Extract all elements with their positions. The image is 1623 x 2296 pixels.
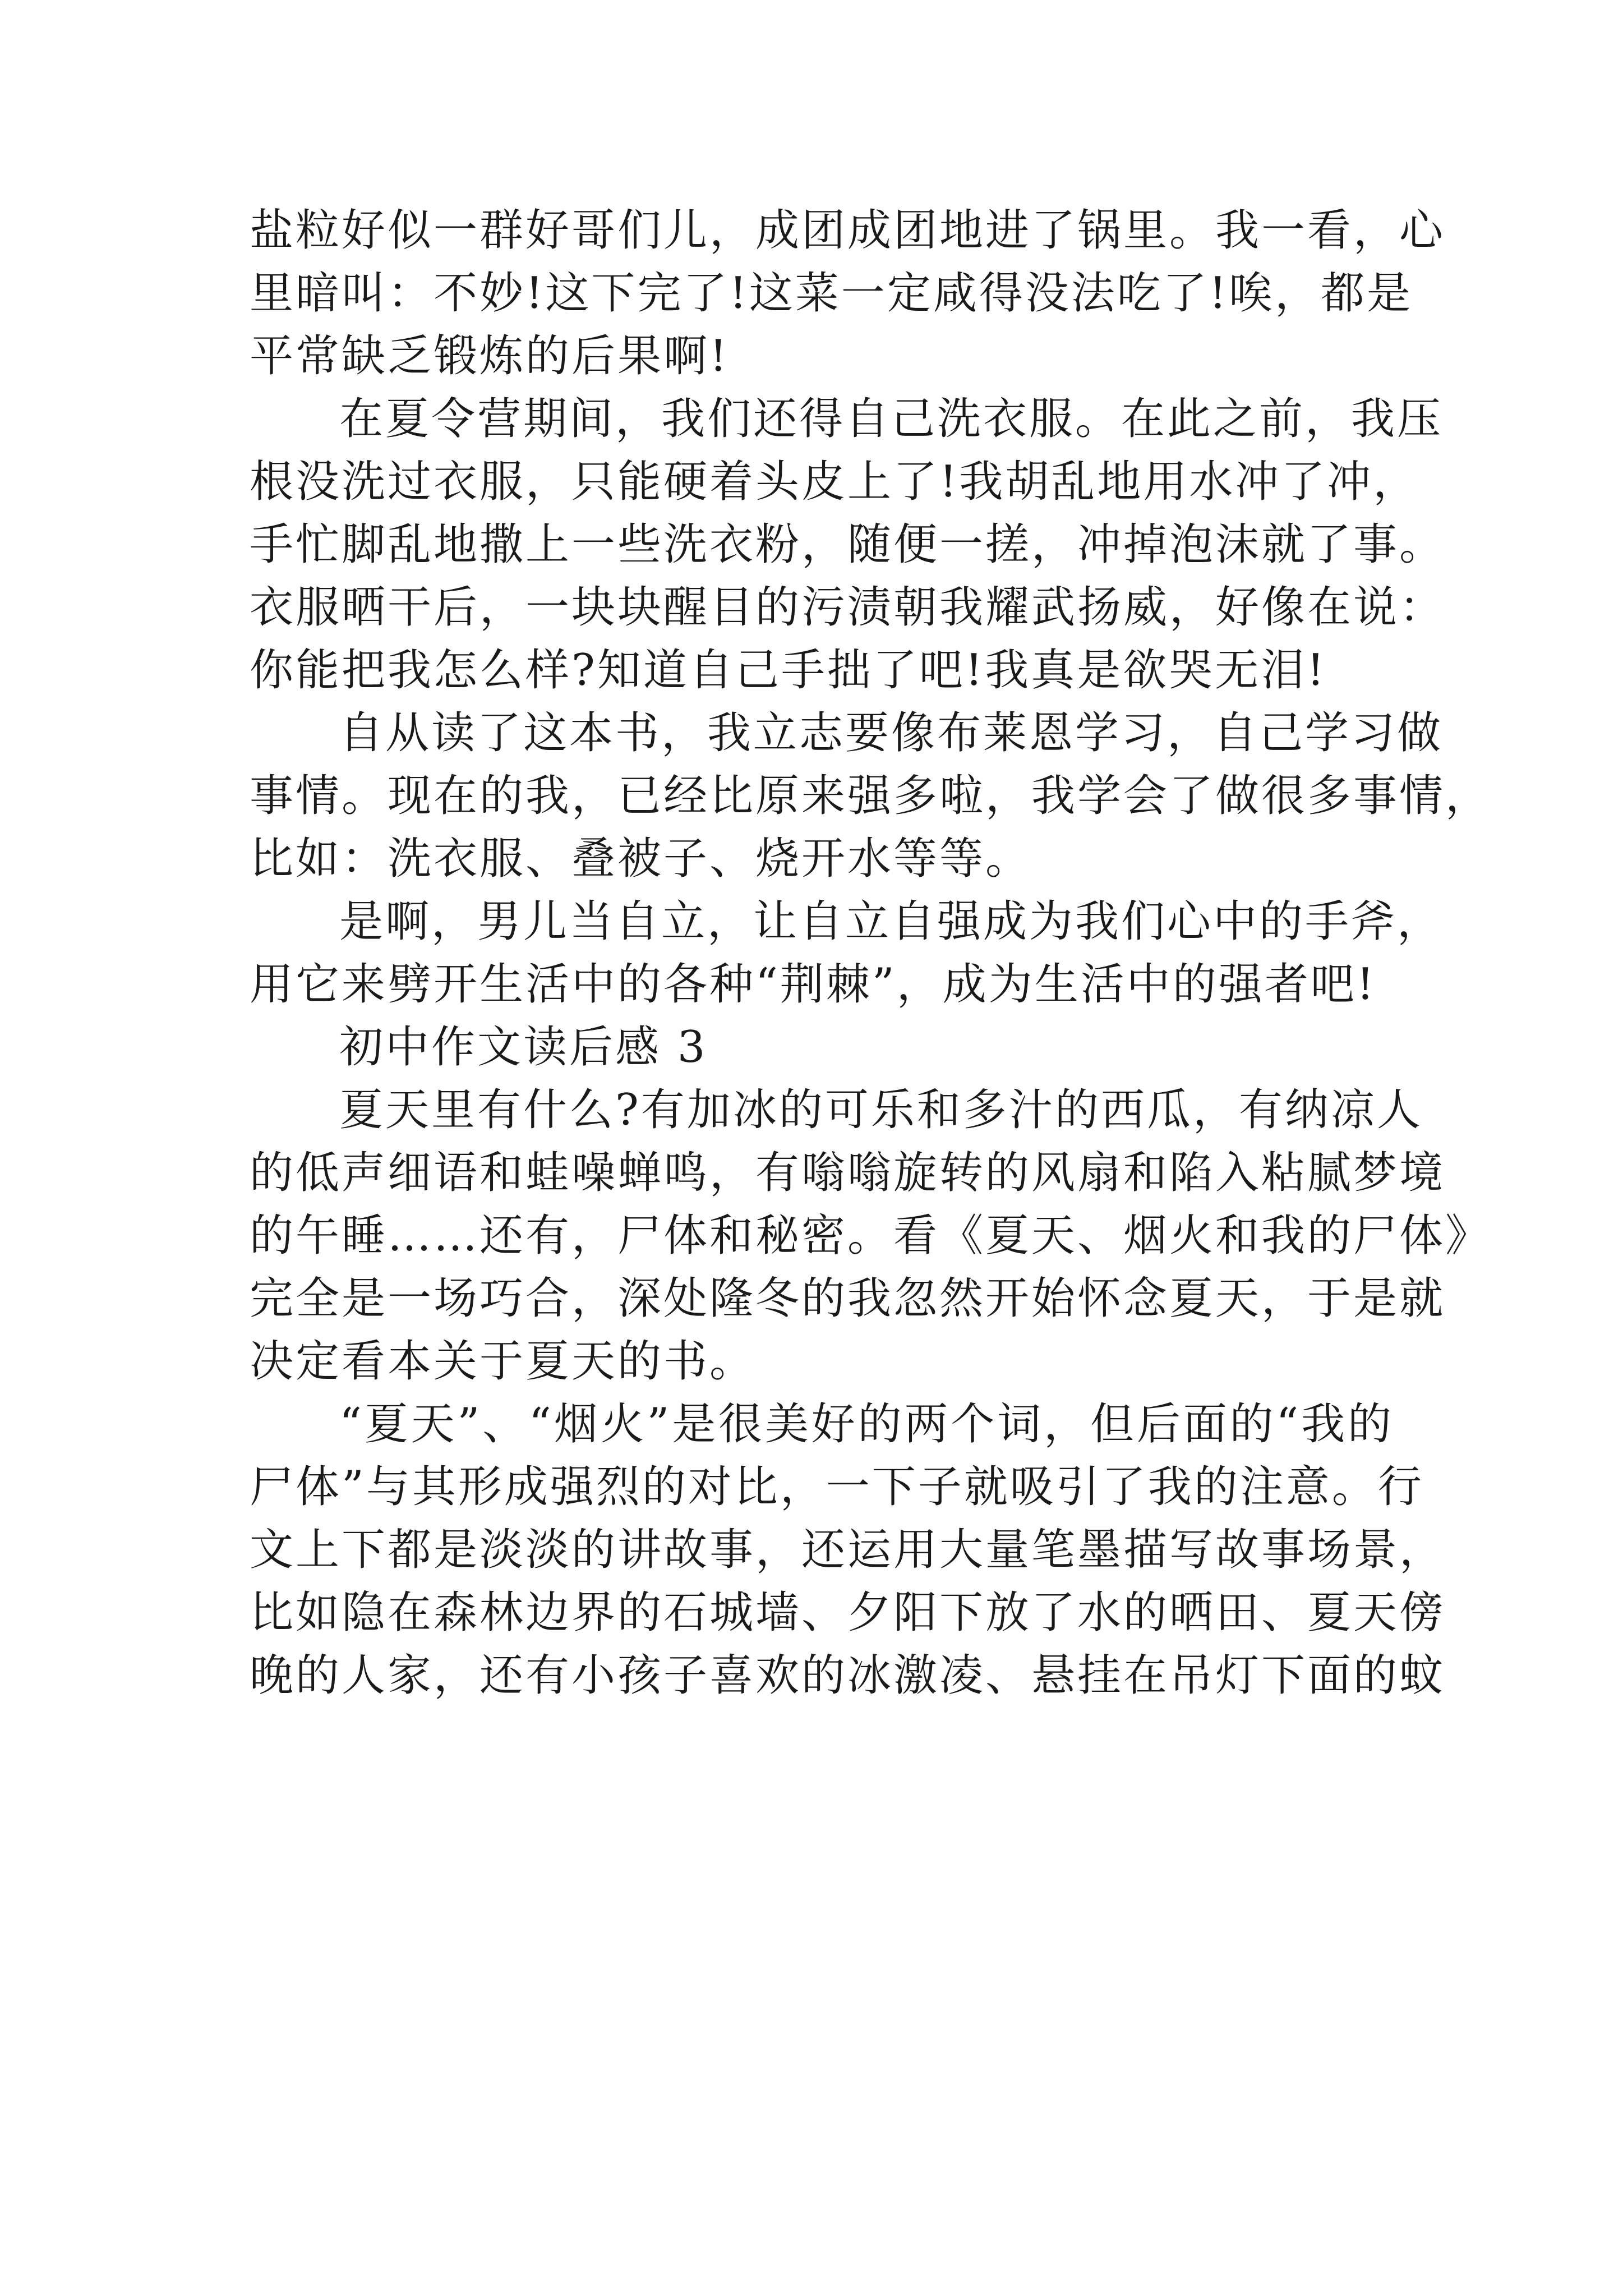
text-line: 根没洗过衣服，只能硬着头皮上了!我胡乱地用水冲了冲， xyxy=(250,457,1419,507)
text-line: 在夏令营期间，我们还得自己洗衣服。在此之前，我压 xyxy=(339,394,1444,444)
document-body xyxy=(250,199,1492,1707)
text-line: 比如隐在森林边界的石城墙、夕阳下放了水的晒田、夏天傍 xyxy=(250,1588,1446,1638)
text-line: 用它来劈开生活中的各种“荆棘”，成为生活中的强者吧! xyxy=(250,959,1377,1010)
text-line: 决定看本关于夏天的书。 xyxy=(250,1336,756,1387)
text-line: 平常缺乏锻炼的后果啊! xyxy=(250,331,730,381)
text-line: 完全是一场巧合，深处隆冬的我忽然开始怀念夏天，于是就 xyxy=(250,1273,1446,1324)
text-line: 事情。现在的我，已经比原来强多啦，我学会了做很多事情， xyxy=(250,771,1492,821)
text-line: 自从读了这本书，我立志要像布莱恩学习，自己学习做 xyxy=(339,708,1444,758)
text-line: 的午睡……还有，尸体和秘密。看《夏天、烟火和我的尸体》 xyxy=(250,1211,1492,1261)
text-line: 夏天里有什么?有加冰的可乐和多汁的西瓜，有纳凉人 xyxy=(339,1085,1423,1135)
text-line: 初中作文读后感 3 xyxy=(339,1022,708,1073)
text-line: 是啊，男儿当自立，让自立自强成为我们心中的手斧， xyxy=(339,896,1444,947)
text-line: 你能把我怎么样?知道自己手拙了吧!我真是欲哭无泪! xyxy=(250,645,1327,696)
text-line: “夏天”、“烟火”是很美好的两个词，但后面的“我的 xyxy=(339,1399,1394,1450)
text-line: 手忙脚乱地撒上一些洗衣粉，随便一搓，冲掉泡沫就了事。 xyxy=(250,519,1446,570)
text-line: 尸体”与其形成强烈的对比，一下子就吸引了我的注意。行 xyxy=(250,1462,1424,1512)
text-line: 比如：洗衣服、叠被子、烧开水等等。 xyxy=(250,834,1032,884)
text-line: 盐粒好似一群好哥们儿，成团成团地进了锅里。我一看，心 xyxy=(250,205,1446,256)
text-line: 晚的人家，还有小孩子喜欢的冰激凌、悬挂在吊灯下面的蚊 xyxy=(250,1650,1446,1701)
text-line: 里暗叫：不妙!这下完了!这菜一定咸得没法吃了!唉，都是 xyxy=(250,268,1413,319)
text-line: 的低声细语和蛙噪蝉鸣，有嗡嗡旋转的风扇和陷入粘腻梦境 xyxy=(250,1148,1446,1198)
text-line: 衣服晒干后，一块块醒目的污渍朝我耀武扬威，好像在说： xyxy=(250,582,1446,633)
text-line: 文上下都是淡淡的讲故事，还运用大量笔墨描写故事场景， xyxy=(250,1525,1446,1575)
